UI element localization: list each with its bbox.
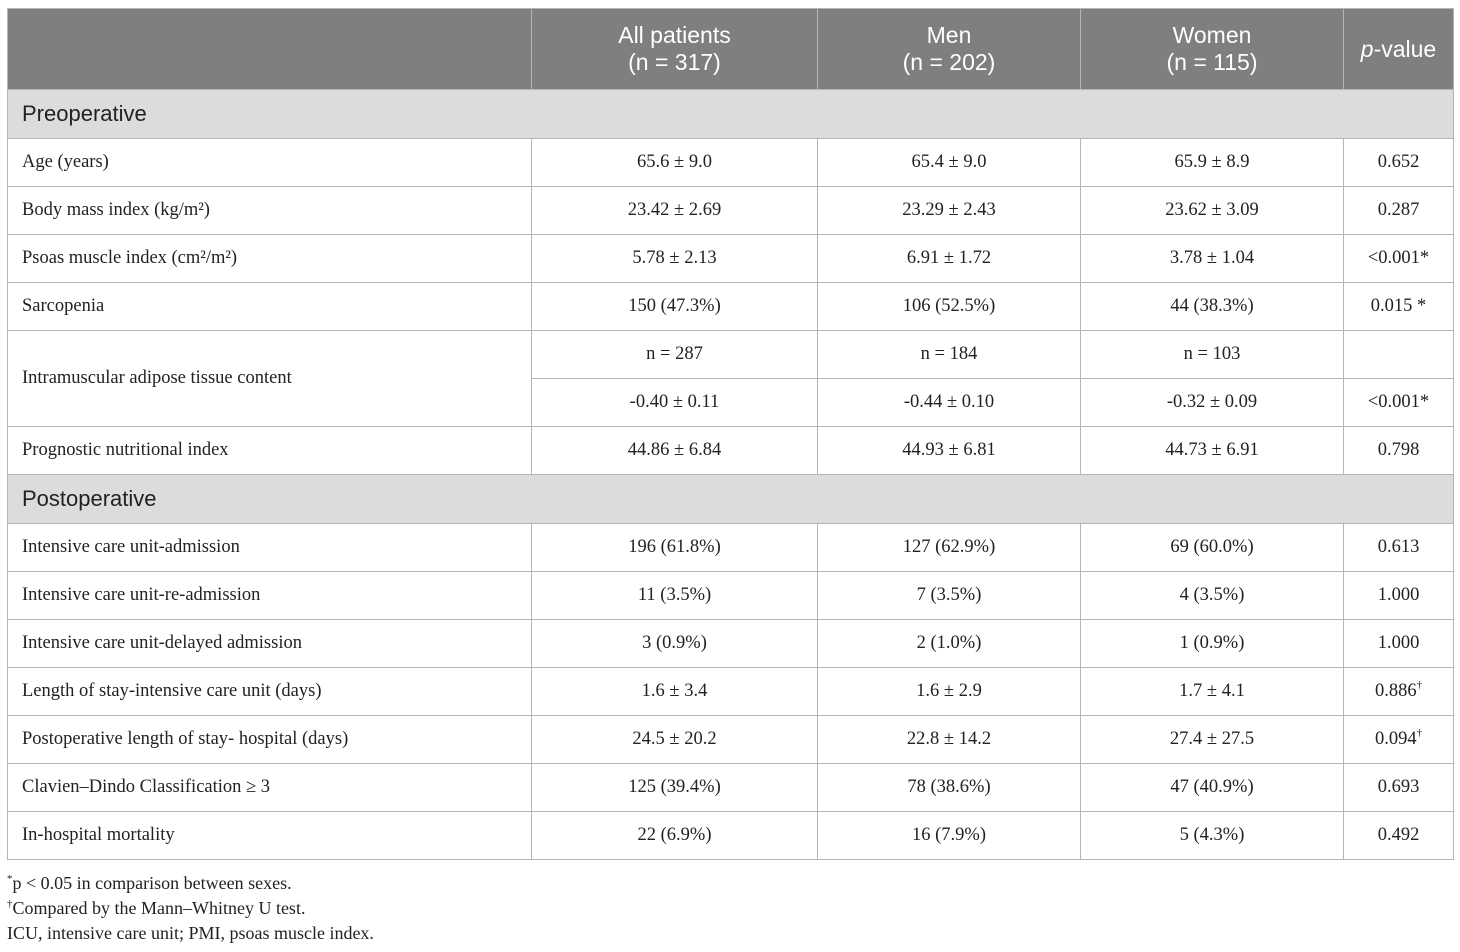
- cell-women: 69 (60.0%): [1081, 524, 1344, 572]
- cell-p: [1344, 716, 1454, 764]
- row-label: Intramuscular adipose tissue content: [8, 331, 532, 427]
- table-row: [8, 668, 1454, 716]
- row-label: Clavien–Dindo Classification ≥ 3: [8, 764, 532, 812]
- cell-p: 0.287: [1344, 187, 1454, 235]
- section-row-preoperative: [8, 90, 1454, 139]
- footnote-significance: [7, 871, 374, 896]
- cell-men: 106 (52.5%): [818, 283, 1081, 331]
- header-p-rest: -value: [1373, 35, 1437, 62]
- cell-all: 24.5 ± 20.2: [532, 716, 818, 764]
- header-all-patients: [532, 9, 818, 90]
- header-p-italic: p: [1360, 35, 1374, 62]
- row-label: Sarcopenia: [8, 283, 532, 331]
- cell-men: 2 (1.0%): [818, 620, 1081, 668]
- row-label: Intensive care unit-re-admission: [8, 572, 532, 620]
- cell-women: 44.73 ± 6.91: [1081, 427, 1344, 475]
- row-label: In-hospital mortality: [8, 812, 532, 860]
- cell-all: -0.40 ± 0.11: [532, 379, 818, 427]
- table-row: [8, 812, 1454, 860]
- cell-p: 0.798: [1344, 427, 1454, 475]
- cell-men: 65.4 ± 9.0: [818, 139, 1081, 187]
- cell-women: 5 (4.3%): [1081, 812, 1344, 860]
- header-men: [818, 9, 1081, 90]
- header-women: [1081, 9, 1344, 90]
- cell-women: 47 (40.9%): [1081, 764, 1344, 812]
- table-row: [8, 187, 1454, 235]
- section-row-postoperative: [8, 475, 1454, 524]
- header-women-n: (n = 115): [1166, 49, 1258, 75]
- table-footnotes: [7, 871, 374, 946]
- cell-all: 1.6 ± 3.4: [532, 668, 818, 716]
- cell-all: 196 (61.8%): [532, 524, 818, 572]
- header-all-patients-n: (n = 317): [628, 49, 721, 75]
- cell-women: -0.32 ± 0.09: [1081, 379, 1344, 427]
- p-value: 0.094: [1374, 729, 1417, 749]
- footnote-asterisk: *: [7, 873, 13, 885]
- dagger-mark: †: [1416, 727, 1423, 739]
- cell-all: n = 287: [532, 331, 818, 379]
- table-row: [8, 331, 1454, 379]
- table-container: [7, 8, 1453, 860]
- header-all-patients-title: All patients: [618, 22, 731, 48]
- cell-all: 3 (0.9%): [532, 620, 818, 668]
- table-row: [8, 716, 1454, 764]
- row-label: Psoas muscle index (cm²/m²): [8, 235, 532, 283]
- footnote-abbreviations: ICU, intensive care unit; PMI, psoas muscle index.: [7, 923, 374, 943]
- table-row: [8, 572, 1454, 620]
- table-row: [8, 620, 1454, 668]
- header-men-n: (n = 202): [902, 49, 996, 75]
- cell-p: <0.001*: [1344, 379, 1454, 427]
- cell-women: 1.7 ± 4.1: [1081, 668, 1344, 716]
- table-row: [8, 427, 1454, 475]
- cell-men: 22.8 ± 14.2: [818, 716, 1081, 764]
- results-table: [7, 8, 1454, 860]
- cell-all: 22 (6.9%): [532, 812, 818, 860]
- cell-p: [1344, 331, 1454, 379]
- cell-men: n = 184: [818, 331, 1081, 379]
- cell-men: 16 (7.9%): [818, 812, 1081, 860]
- header-empty: [8, 9, 532, 90]
- cell-women: 23.62 ± 3.09: [1081, 187, 1344, 235]
- cell-men: 6.91 ± 1.72: [818, 235, 1081, 283]
- cell-all: 150 (47.3%): [532, 283, 818, 331]
- row-label: Age (years): [8, 139, 532, 187]
- cell-p: 1.000: [1344, 620, 1454, 668]
- footnote-dagger: †: [7, 898, 13, 910]
- p-value: 0.886: [1374, 681, 1417, 701]
- cell-women: 3.78 ± 1.04: [1081, 235, 1344, 283]
- cell-p: [1344, 668, 1454, 716]
- cell-men: -0.44 ± 0.10: [818, 379, 1081, 427]
- table-row: [8, 139, 1454, 187]
- section-label-preoperative: Preoperative: [8, 90, 1454, 139]
- cell-women: n = 103: [1081, 331, 1344, 379]
- cell-all: 11 (3.5%): [532, 572, 818, 620]
- cell-women: 44 (38.3%): [1081, 283, 1344, 331]
- cell-women: 65.9 ± 8.9: [1081, 139, 1344, 187]
- cell-men: 7 (3.5%): [818, 572, 1081, 620]
- cell-p: 0.015 *: [1344, 283, 1454, 331]
- cell-women: 4 (3.5%): [1081, 572, 1344, 620]
- cell-women: 1 (0.9%): [1081, 620, 1344, 668]
- row-label: Postoperative length of stay- hospital (days): [8, 716, 532, 764]
- footnote-significance-text: p < 0.05 in comparison between sexes.: [12, 873, 292, 893]
- cell-women: 27.4 ± 27.5: [1081, 716, 1344, 764]
- header-women-title: Women: [1172, 22, 1252, 48]
- table-row: [8, 235, 1454, 283]
- cell-all: 65.6 ± 9.0: [532, 139, 818, 187]
- cell-p: 1.000: [1344, 572, 1454, 620]
- cell-all: 5.78 ± 2.13: [532, 235, 818, 283]
- cell-all: 44.86 ± 6.84: [532, 427, 818, 475]
- cell-men: 127 (62.9%): [818, 524, 1081, 572]
- table-row: [8, 283, 1454, 331]
- cell-men: 23.29 ± 2.43: [818, 187, 1081, 235]
- dagger-mark: †: [1416, 679, 1423, 691]
- cell-p: 0.652: [1344, 139, 1454, 187]
- row-label: Body mass index (kg/m²): [8, 187, 532, 235]
- row-label: Intensive care unit-delayed admission: [8, 620, 532, 668]
- cell-men: 1.6 ± 2.9: [818, 668, 1081, 716]
- cell-p: <0.001*: [1344, 235, 1454, 283]
- row-label: Prognostic nutritional index: [8, 427, 532, 475]
- table-row: [8, 524, 1454, 572]
- row-label: Intensive care unit-admission: [8, 524, 532, 572]
- table-row: [8, 764, 1454, 812]
- header-p-value: [1344, 9, 1454, 90]
- cell-men: 44.93 ± 6.81: [818, 427, 1081, 475]
- footnote-mann-whitney-text: Compared by the Mann–Whitney U test.: [12, 898, 306, 918]
- cell-p: 0.492: [1344, 812, 1454, 860]
- row-label: Length of stay-intensive care unit (days): [8, 668, 532, 716]
- cell-men: 78 (38.6%): [818, 764, 1081, 812]
- cell-p: 0.693: [1344, 764, 1454, 812]
- section-label-postoperative: Postoperative: [8, 475, 1454, 524]
- header-row: [8, 9, 1454, 90]
- cell-p: 0.613: [1344, 524, 1454, 572]
- footnote-mann-whitney: [7, 896, 374, 921]
- cell-all: 23.42 ± 2.69: [532, 187, 818, 235]
- cell-all: 125 (39.4%): [532, 764, 818, 812]
- header-men-title: Men: [926, 22, 972, 48]
